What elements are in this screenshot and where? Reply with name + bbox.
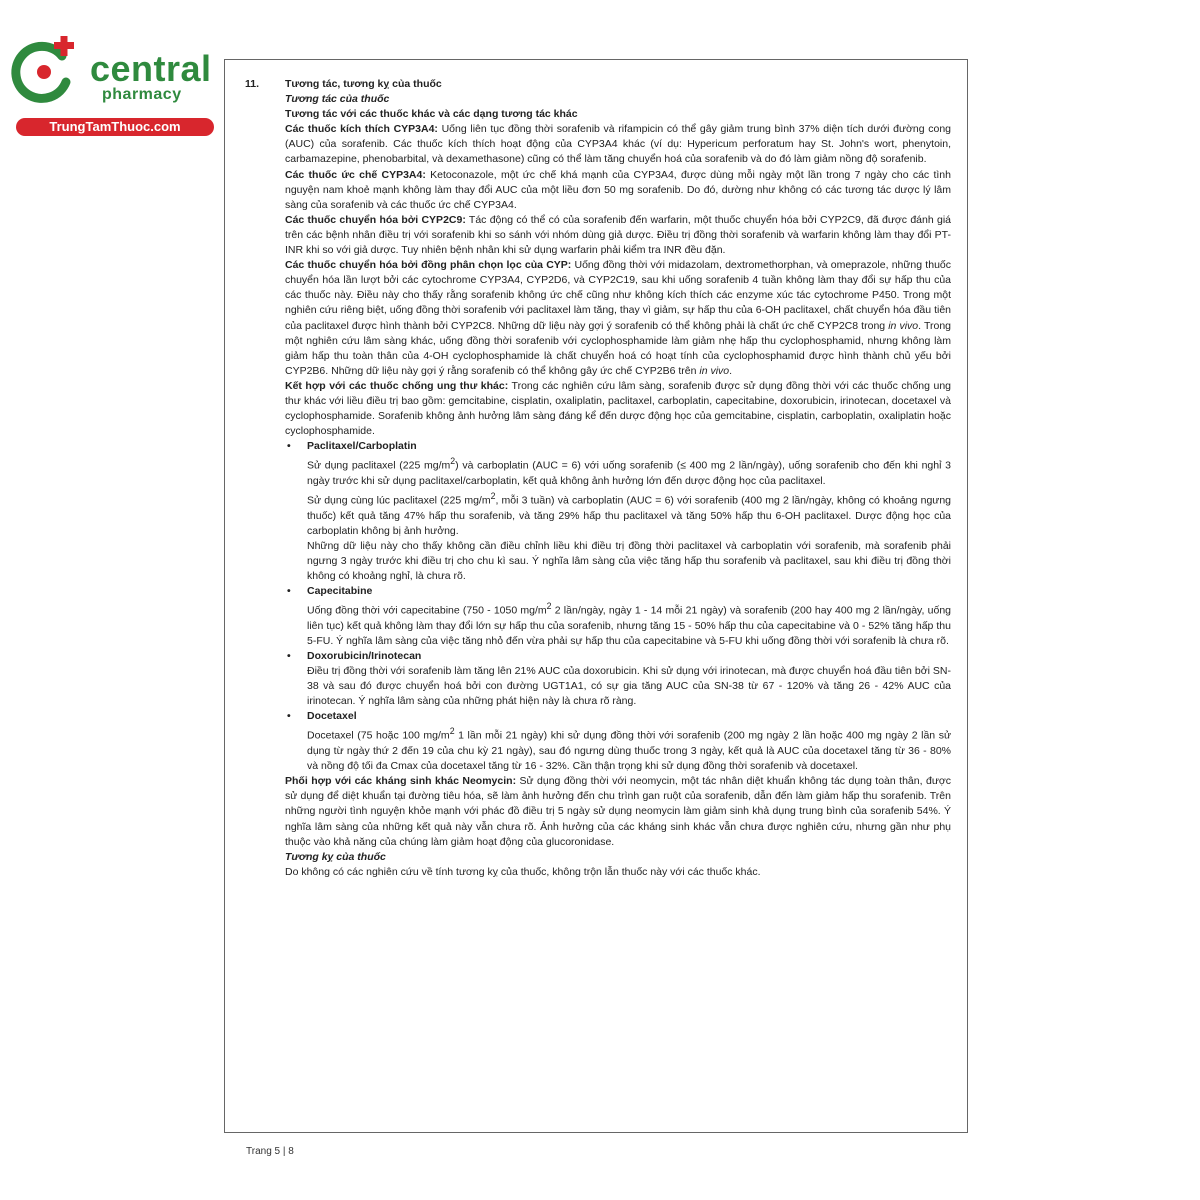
section-number: 11. [245,78,260,90]
capecitabine-paragraph: Uống đồng thời với capecitabine (750 - 1050 $mg/m^2$ 2 lần/ngày, ngày 1 - 14 mỗi 21 ngày) và sorafenib (200 hay 400 mg 2 lần/ngày, uống liên tục) kết quả không làm thay đổi lớn sự hấp thu của sorafenib, nhưng tăng 15 - 50% hấp thu của capecitabine và 0 - 52% tăng hấp thu 5-FU. Ý nghĩa lâm sàng của việc tăng nhỏ đến vừa phải sự hấp thu của capecitabine và 5-FU khi uống đồng thời với sorafenib là chưa rõ. [307,601,952,647]
logo-c-cross-icon [10,36,82,108]
subheading-interactions: Tương tác của thuốc [285,93,390,106]
section-title: Tương tác, tương kỵ của thuốc [285,78,442,90]
bullet-capecitabine: • Capecitabine [287,585,373,598]
paragraph-cyp3a4-inducers: Các thuốc kích thích CYP3A4: Uống liên tục đồng thời sorafenib và rifampicin có thể gây giảm trung bình 37% diện tích dưới đường cong (AUC) của sorafenib. Các thuốc kích thích hoạt động của CYP3A4 khác (ví dụ: Hypericum perforatum hay St. John's wort, phenytoin, carbamazepine, phenobarbital, và dexamethasone) cũng có thể làm tăng chuyển hoá của sorafenib và do đó làm giảm nồng độ sorafenib. [285,123,951,166]
paragraph-cyp-isoforms: Các thuốc chuyển hóa bởi đồng phân chọn lọc của CYP: Uống đồng thời với midazolam, dextromethorphan, và omeprazole, những thuốc chuyển hóa lần lượt bởi các cytochrome CYP3A4, CYP2D6, và CYP2C19, sau khi uống sorafenib 4 tuần không làm thay đổi sự hấp thu của các thuốc này. Điều này cho thấy rằng sorafenib không ức chế cũng như không kích thích các enzyme xúc tác cytochrome P450. Trong một nghiên cứu riêng biệt, uống đồng thời sorafenib với paclitaxel làm tăng, thay vì giảm, sự hấp thu của 6-OH paclitaxel, chất chuyển hóa đầu tiên của paclitaxel được hình thành bởi CYP2C8. Những dữ liệu này gợi ý sorafenib có thể không phải là chất ức chế CYP2C8 trong in vivo. Trong một nghiên cứu lâm sàng khác, uống đồng thời sorafenib với cyclophosphamide làm giảm nhẹ hấp thu cyclophosphamid, nhưng không làm giảm hấp thu toàn thân của 4-OH cyclophosphamide là chất chuyển hoá có hoạt tính của cyclophosphamid được hình thành chủ yếu bởi CYP2B6. Những dữ liệu này gợi ý rằng sorafenib có thể không gây ức chế CYP2B6 trên in vivo. [285,259,951,377]
doxorubicin-paragraph: Điều trị đồng thời với sorafenib làm tăng lên 21% AUC của doxorubicin. Khi sử dụng với irinotecan, mà được chuyển hoá đầu tiên bởi SN-38 và sau đó được chuyển hoá bởi con đường UGT1A1, có sự gia tăng AUC của SN-38 từ 67 - 120% và tăng 26 - 42% AUC của irinotecan. Ý nghĩa lâm sàng của những phát hiện này là chưa rõ ràng. [307,665,951,708]
logo-subtitle: pharmacy [102,86,182,103]
document-content [245,77,951,880]
subheading-incompatibility: Tương kỵ của thuốc [285,850,386,863]
page-footer: Trang 5 | 8 [246,1146,294,1157]
subheading-other-drugs: Tương tác với các thuốc khác và các dạng tương tác khác [285,108,578,121]
paragraph-cyp2c9: Các thuốc chuyển hóa bởi CYP2C9: Tác động có thể có của sorafenib đến warfarin, một thuốc chuyển hóa bởi CYP2C9, đã được đánh giá trên các bệnh nhân điều trị với sorafenib khi so sánh với nhóm dùng giả dược. Điều trị đồng thời sorafenib và warfarin không làm thay đổi PT-INR khi so với giả dược. Tuy nhiên bệnh nhân khi sử dụng warfarin phải kiểm tra INR đều đặn. [285,213,951,257]
section-heading [245,77,951,92]
logo-name: central [90,48,212,89]
bullet-doxorubicin-irinotecan: • Doxorubicin/Irinotecan [287,649,422,662]
paragraph-neomycin: Phối hợp với các kháng sinh khác Neomycin: Sử dụng đồng thời với neomycin, một tác nhân diệt khuẩn không tác dụng toàn thân, được sử dụng để diệt khuẩn tại đường tiêu hóa, sẽ làm ảnh hưởng đến chu trình gan ruột của sorafenib, dẫn đến làm giảm hấp thu sorafenib. Trên những người tình nguyện khỏe mạnh với phác đồ điều trị 5 ngày sử dụng neomycin làm giảm sinh khả dụng trung bình của sorafenib 54%. Ý nghĩa lâm sàng của những kết quả này vẫn chưa rõ. Ảnh hưởng của các kháng sinh khác vẫn chưa được nghiên cứu, nhưng gần như phụ thuộc vào khả năng của chúng làm giảm hoạt động của glucoronidase. [285,775,951,848]
bullet-docetaxel: • Docetaxel [287,710,357,723]
paclitaxel-paragraph-2: Sử dụng cùng lúc paclitaxel (225 $mg/m^2$, mỗi 3 tuần) và carboplatin (AUC = 6) với sorafenib (400 mg 2 lần/ngày, không có khoảng ngưng thuốc) kết quả tăng 47% hấp thu sorafenib, và tăng 29% hấp thu paclitaxel và tăng 50% hấp thu 6-OH paclitaxel. Dược động học của carboplatin không bị ảnh hưởng. [307,491,951,537]
paragraph-cyp3a4-inhibitors: Các thuốc ức chế CYP3A4: Ketoconazole, một ức chế khá mạnh của CYP3A4, được dùng mỗi ngày một lần trong 7 ngày cho các tình nguyện nam khoẻ mạnh không làm thay đổi AUC của một liều đơn 50 mg sorafenib. Do đó, dường như không có các tương tác dược lý lâm sàng của sorafenib và các thuốc ức chế CYP3A4. [285,168,951,211]
logo-website: TrungTamThuoc.com [16,118,214,136]
paclitaxel-paragraph-3: Những dữ liệu này cho thấy không cần điều chỉnh liều khi điều trị đồng thời paclitaxel và carboplatin với sorafenib, mà sorafenib phải ngưng 3 ngày trước khi điều trị cho chu kì sau. Ý nghĩa lâm sàng của việc tăng hấp thu sorafenib và paclitaxel, sau khi điều trị đồng thời không có khoảng nghỉ, là chưa rõ. [307,539,951,582]
paclitaxel-paragraph-1: Sử dụng paclitaxel (225 $mg/m^2$) và carboplatin (AUC = 6) với uống sorafenib (≤ 400 mg 2 lần/ngày), uống sorafenib cho đến khi nghỉ 3 ngày trước khi sử dụng paclitaxel/carboplatin, kết quả không ảnh hưởng lớn đến dược động học của paclitaxel. [307,456,951,487]
bullet-paclitaxel-carboplatin: • Paclitaxel/Carboplatin [287,440,417,453]
paragraph-anticancer: Kết hợp với các thuốc chống ung thư khác: Trong các nghiên cứu lâm sàng, sorafenib được sử dụng đồng thời với các thuốc chống ung thư khác với liều điều trị bao gồm: gemcitabine, cisplatin, oxaliplatin, paclitaxel, carboplatin, capecitabine, doxorubicin, irinotecan, docetaxel và cyclophosphamide. Sorafenib không ảnh hưởng lâm sàng đáng kể đến dược động học của gemcitabine, cisplatin, carboplatin, oxaliplatin hoặc cyclophosphamide. [285,379,952,438]
document-page [224,59,968,1133]
docetaxel-paragraph: Docetaxel (75 hoặc 100 $mg/m^2$ 1 lần mỗi 21 ngày) khi sử dụng đồng thời với sorafenib (200 mg ngày 2 lần hoặc 400 mg ngày 2 lần sử dụng từ ngày thứ 2 đến 19 của chu kỳ 21 ngày), sau đó ngưng dùng thuốc trong 3 ngày, kết quả là AUC của docetaxel tăng từ 36 - 80% và nồng độ tối đa Cmax của docetaxel tăng từ 16 - 32%. Cần thận trọng khi sử dụng đồng thời sorafenib và docetaxel. [307,726,951,773]
paragraph-incompatibility: Do không có các nghiên cứu về tính tương kỵ của thuốc, không trộn lẫn thuốc này với các thuốc khác. [285,865,761,878]
central-pharmacy-logo [10,36,215,136]
